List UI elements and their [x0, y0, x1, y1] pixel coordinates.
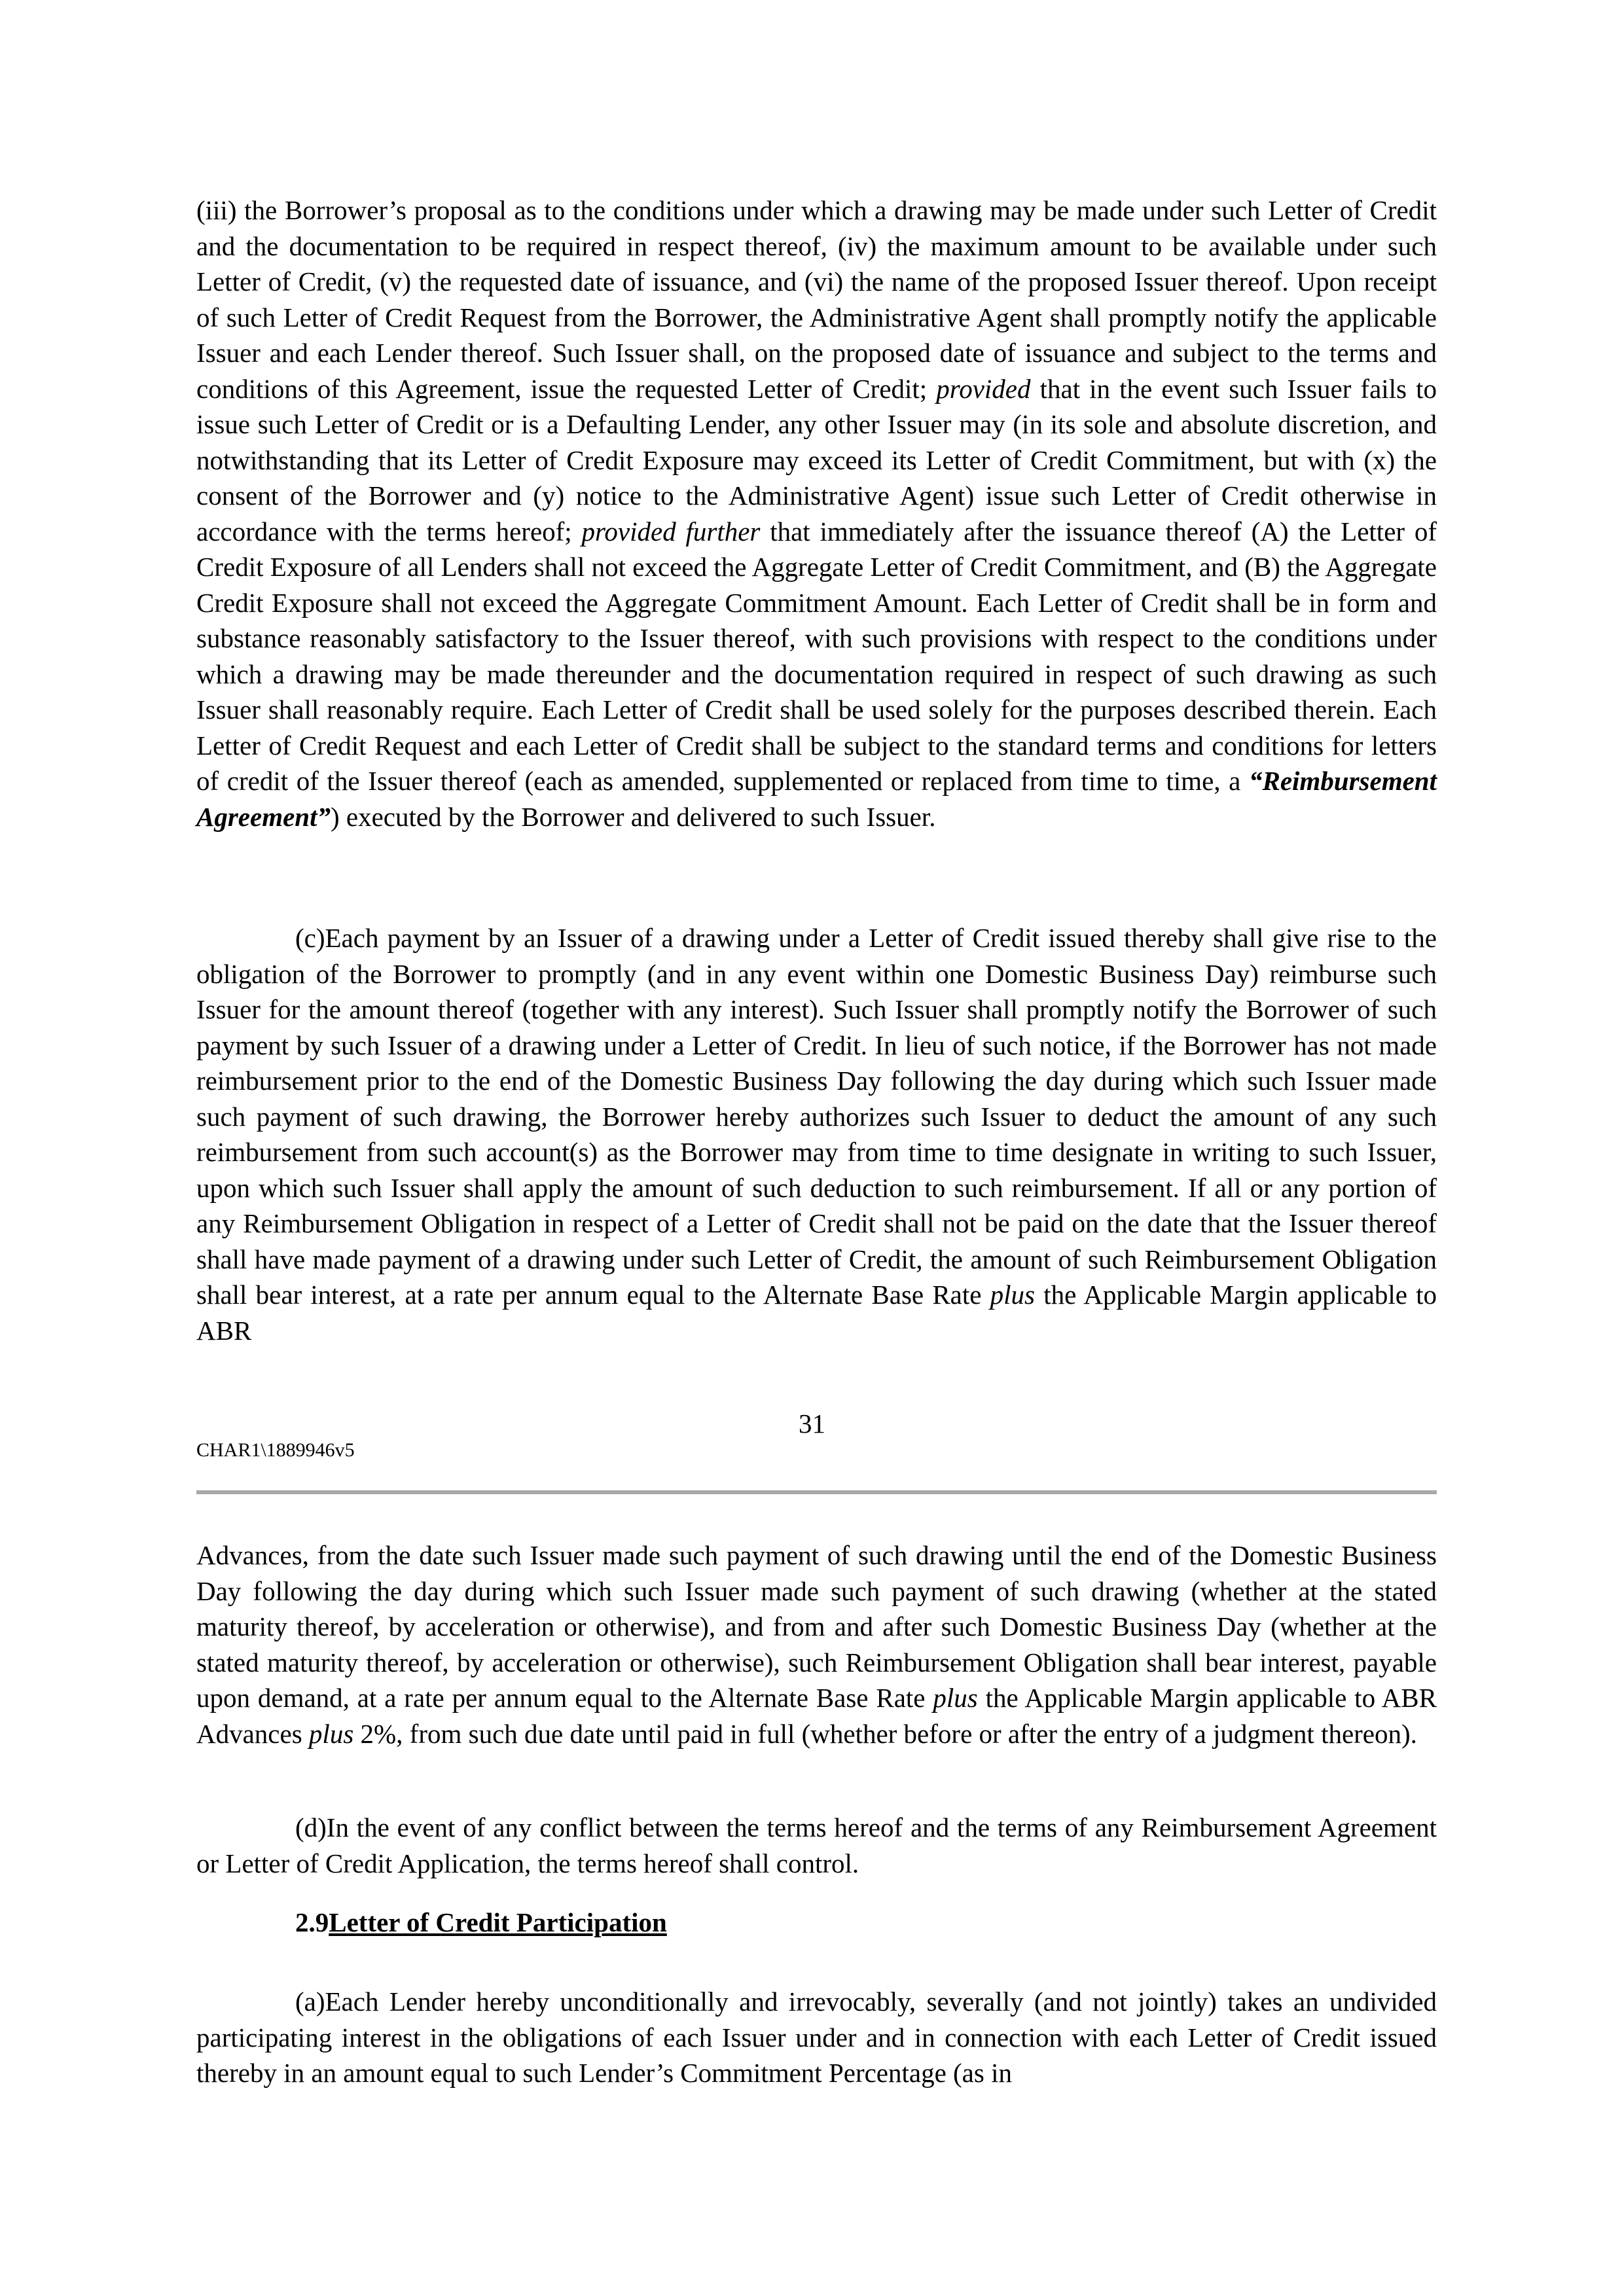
text-run: (c)Each payment by an Issuer of a drawing under a Letter of Credit issued thereby shall give rise to the obligation of the Borrower to promptly (and in any event within one Domestic Business Day) reimburse such Issuer for the amount thereof (together with any interest). Such Issuer shall promptly notify the Borrower of such payment by such Issuer of a drawing under a Letter of Credit. In lieu of such notice, if the Borrower has not made reimbursement prior to the end of the Domestic Business Day following the day during which such Issuer made such payment of such drawing, the Borrower hereby authorizes such Issuer to deduct the amount of any such reimbursement from such account(s) as the Borrower may from time to time designate in writing to such Issuer, upon which such Issuer shall apply the amount of such deduction to such reimbursement. If all or any portion of any Reimbursement Obligation in respect of a Letter of Credit shall not be paid on the date that the Issuer thereof shall have made payment of a drawing under such Letter of Credit, the amount of such Reimbursement Obligation shall bear interest, at a rate per annum equal to the Alternate Base Rate — [196, 923, 1437, 1310]
section-heading — [295, 1905, 667, 1940]
text-run: ) executed by the Borrower and delivered to such Issuer. — [330, 801, 936, 832]
emphasis-plus: plus — [990, 1280, 1036, 1310]
text-run: 2%, from such due date until paid in full (whether before or after the entry of a judgment thereon). — [353, 1718, 1417, 1749]
page-divider — [196, 1490, 1437, 1494]
text-run: the Applicable Margin applicable to ABR Advances — [196, 1683, 1437, 1749]
text-run: the Applicable Margin applicable to ABR — [196, 1280, 1437, 1346]
section-title: Letter of Credit Participation — [329, 1907, 667, 1937]
emphasis-provided-further: provided further — [581, 516, 761, 547]
paragraph-continued-advances — [196, 1537, 1437, 1751]
paragraph-d-conflict: (d)In the event of any conflict between the terms hereof and the terms of any Reimbursement Agreement or Letter of Credit Application, the terms hereof shall control. — [196, 1812, 1437, 1878]
page-number: 31 — [799, 1408, 825, 1439]
section-number: 2.9 — [295, 1907, 329, 1937]
emphasis-plus: plus — [308, 1718, 354, 1749]
defined-term-reimbursement-agreement: “Reimbursement Agreement” — [196, 766, 1437, 832]
paragraph-a-participation: (a)Each Lender hereby unconditionally and irrevocably, severally (and not jointly) takes an undivided participating interest in the obligations of each Issuer under and in connection with each Letter of Credit issued thereby in an amount equal to such Lender’s Commitment Percentage (as in — [196, 1986, 1437, 2088]
text-run: Advances, from the date such Issuer made such payment of such drawing until the end of the Domestic Business Day following the day during which such Issuer made such payment of such drawing (whether at the stated maturity thereof, by acceleration or otherwise), and from and after such Domestic Business Day (whether at the stated maturity thereof, by acceleration or otherwise), such Reimbursement Obligation shall bear interest, payable upon demand, at a rate per annum equal to the Alternate Base Rate — [196, 1540, 1437, 1713]
paragraph-letter-of-credit-request — [196, 192, 1437, 834]
emphasis-plus: plus — [933, 1683, 978, 1713]
paragraph-c-reimbursement — [196, 920, 1437, 1348]
text-run: that immediately after the issuance thereof (A) the Letter of Credit Exposure of all Lenders shall not exceed the Aggregate Letter of Credit Commitment, and (B) the Aggregate Credit Exposure shall not exceed the Aggregate Commitment Amount. Each Letter of Credit shall be in form and substance reasonably satisfactory to the Issuer thereof, with such provisions with respect to the conditions under which a drawing may be made thereunder and the documentation required in respect of such drawing as such Issuer shall reasonably require. Each Letter of Credit shall be used solely for the purposes described therein. Each Letter of Credit Request and each Letter of Credit shall be subject to the standard terms and conditions for letters of credit of the Issuer thereof (each as amended, supplemented or replaced from time to time, a — [196, 516, 1437, 796]
text-run: that in the event such Issuer fails to issue such Letter of Credit or is a Defaulting Lender, any other Issuer may (in its sole and absolute discretion, and notwithstanding that its Letter of Credit Exposure may exceed its Letter of Credit Commitment, but with (x) the consent of the Borrower and (y) notice to the Administrative Agent) issue such Letter of Credit otherwise in accordance with the terms hereof; — [196, 373, 1437, 547]
document-id: CHAR1\1889946v5 — [196, 1439, 355, 1461]
text-run: (iii) the Borrower’s proposal as to the conditions under which a drawing may be made under such Letter of Credit and the documentation to be required in respect thereof, (iv) the maximum amount to be available under such Letter of Credit, (v) the requested date of issuance, and (vi) the name of the proposed Issuer thereof. Upon receipt of such Letter of Credit Request from the Borrower, the Administrative Agent shall promptly notify the applicable Issuer and each Lender thereof. Such Issuer shall, on the proposed date of issuance and subject to the terms and conditions of this Agreement, issue the requested Letter of Credit; — [196, 195, 1437, 404]
emphasis-provided: provided — [936, 373, 1031, 404]
